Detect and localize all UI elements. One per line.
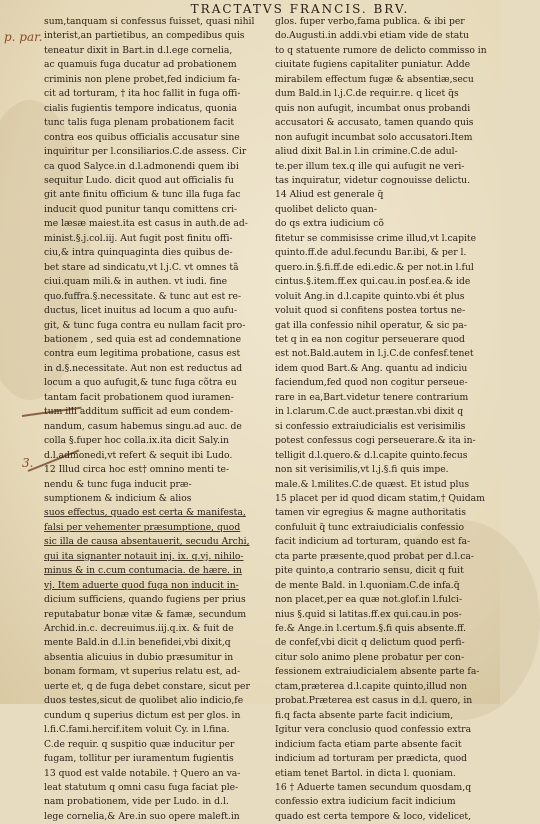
text-line: cundum q superius dictum est per glos. in [44, 709, 241, 721]
text-line: l.fi.C.fami.hercif.item voluit Cy. in l.fina. [44, 724, 230, 736]
text-line: quo.fuffra.§.necessitate. & tunc aut est re- [44, 290, 242, 302]
text-line: minus & in c.cum contumacia. de hære. in [44, 565, 242, 577]
text-line: 16 † Aduerte tamen secundum quosdam,q [275, 782, 472, 794]
text-line: qui ita signanter notauit inj. ix. q.vj. nihilo- [44, 550, 244, 562]
margin-note-bottom: 3. [22, 456, 34, 470]
text-line: teneatur dixit in Bart.in d.l.ege cornelia, [44, 44, 233, 56]
text-line: inquiritur per l.consiliarios.C.de assess. Cir [44, 146, 247, 158]
text-line: quinto.ff.de adul.fecundu Bar.ibi, & per l. [275, 247, 467, 259]
text-line: tum illi additum sufficit ad eum condem- [44, 406, 234, 418]
text-line: etiam tenet Bartol. in dicta l. quoniam. [275, 767, 456, 779]
text-line: tas inquiratur, videtur cognouisse delictu. [275, 174, 470, 186]
right-text-column [275, 15, 493, 824]
text-line: do qs extra iudicium cõ [275, 218, 384, 230]
text-line: voluit Ang.in d.l.capite quinto.vbi ét plus [275, 290, 465, 302]
text-line: nius §.quid si latitas.ff.ex qui.cau.in pos- [275, 608, 462, 620]
text-line: cialis fugientis tempore indicatus, quonia [44, 102, 237, 114]
text-line: quolibet delicto quan- [275, 203, 377, 215]
text-line: accusatori & accusato, tamen quando quis [275, 117, 474, 129]
text-line: nendu & tunc fuga inducit præ- [44, 478, 192, 490]
text-line: fe.& Ange.in l.certum.§.fi quis absente.ff. [275, 623, 467, 635]
text-line: aliud dixit Bal.in l.in crimine.C.de adul- [275, 146, 458, 158]
text-line: criminis non plene probet,fed indicium fa- [44, 73, 241, 85]
text-line: sic illa de causa absentauerit, secudu Archi, [44, 536, 250, 548]
text-line: de confef,vbi dicit q delictum quod perfi- [275, 637, 465, 649]
text-line: C.de requir. q suspitio quæ inducitur per [44, 738, 235, 750]
text-line: bonam formam, vt superius relatu est, ad- [44, 666, 241, 678]
text-line: mente Bald.in d.l.in benefidei,vbi dixit,q [44, 637, 231, 649]
text-line: idem quod Bart.& Ang. quantu ad indiciu [275, 362, 468, 374]
text-line: inducit quod punitur tanqu comittens cri- [44, 203, 238, 215]
text-line: nam probationem, vide per Ludo. in d.l. [44, 796, 229, 808]
text-line: potest confessus cogi perseuerare.& ita in- [275, 435, 476, 447]
text-line: glos. fuper verbo,fama publica. & ibi per [275, 16, 465, 27]
text-line: si confessio extraiudicialis est verisimilis [275, 420, 466, 432]
text-line: sumptionem & indicium & alios [44, 492, 192, 504]
text-line: to q statuente rumore de delicto commisso in [275, 44, 487, 56]
text-line: 14 Aliud est generale q̃ [275, 189, 384, 201]
text-line: tantam facit probationem quod iuramen- [44, 391, 234, 403]
text-line: non aufugit incumbat solo accusatori.Item [275, 131, 473, 143]
text-line: non sit verisimilis,vt l.j.§.fi quis impe. [275, 464, 449, 476]
text-line: cit ad torturam, † ita hoc fallit in fuga offi- [44, 88, 241, 100]
text-line: confuluit q̃ tunc extraiudicialis confessio [275, 521, 464, 533]
text-line: ca quod Salyce.in d.l.admonendi quem ibi [44, 160, 239, 172]
text-line: leat statutum q omni casu fuga faciat ple- [44, 782, 239, 794]
text-line: interist,an partietibus, an compedibus quis [44, 30, 245, 42]
left-text-column [44, 15, 259, 824]
text-line: nandum, casum habemus singu.ad auc. de [44, 420, 242, 432]
text-line: ctam,præterea d.l.capite quinto,illud non [275, 680, 468, 692]
text-line: git ante finitu officium & tunc illa fuga fac [44, 189, 241, 201]
text-line: ciuitate fugiens capitaliter puniatur. Adde [275, 59, 471, 71]
text-line: vj. Item aduerte quod fuga non inducit in- [44, 579, 239, 591]
text-line: facit indicium ad torturam, quando est fa- [275, 536, 471, 548]
text-line: locum a quo aufugit,& tunc fuga cõtra eu [44, 377, 237, 389]
text-line: fessionem extraiudicialem absente parte fa- [275, 666, 480, 678]
text-line: rare in ea,Bart.videtur tenere contrarium [275, 391, 469, 403]
text-line: quado est certa tempore & loco, videlicet, [275, 810, 472, 822]
text-line: cta parte præsente,quod probat per d.l.ca- [275, 550, 474, 562]
text-line: in d.§.necessitate. Aut non est reductus ad [44, 362, 243, 374]
text-line: male.& l.milites.C.de quæst. Et istud plus [275, 478, 470, 490]
text-line: ductus, licet inuitus ad locum a quo aufu- [44, 305, 238, 317]
text-line: de mente Bald. in l.quoniam.C.de infa.q̃ [275, 579, 460, 591]
text-line: mirabilem effectum fugæ & absentiæ,secu [275, 73, 474, 85]
text-line: tet q in ea non cogitur perseuerare quod [275, 333, 465, 345]
text-line: 12 Illud circa hoc est† omnino menti te- [44, 464, 230, 476]
text-line: dicium sufficiens, quando fugiens per prius [44, 594, 246, 606]
text-line: probat.Præterea est casus in d.l. quero, in [275, 695, 473, 707]
text-line: ciui.quam mili.& in authen. vt iudi. fine [44, 276, 228, 288]
text-line: git, & tunc fuga contra eu nullam facit pro- [44, 319, 246, 331]
text-line: indicium ad torturam per prædicta, quod [275, 753, 468, 765]
margin-note-top: p. par. [4, 30, 43, 44]
text-line: in l.clarum.C.de auct.præstan.vbi dixit q [275, 406, 464, 418]
text-line: quis non aufugit, incumbat onus probandi [275, 102, 471, 114]
text-line: te.per illum tex.q ille qui aufugit ne veri- [275, 160, 465, 172]
text-line: cintus.§.item.ff.ex qui.cau.in posf.ea.& ide [275, 276, 471, 288]
text-line: d.l.admonedi,vt refert & sequit ibi Ludo. [44, 449, 233, 461]
text-line: contra eum legitima probatione, casus est [44, 348, 241, 360]
text-line: ciu,& intra quinquaginta dies quibus de- [44, 247, 233, 259]
text-line: me læsæ maiest.ita est casus in auth.de ad- [44, 218, 248, 230]
text-line: gat illa confessio nihil operatur, & sic pa- [275, 319, 467, 331]
text-line: bet stare ad sindicatu,vt l.j.C. vt omnes tã [44, 261, 239, 273]
text-line: Archid.in.c. decreuimus.iij.q.ix. & fuit de [44, 623, 234, 635]
text-line: voluit quod si confitens postea tortus ne- [275, 305, 466, 317]
text-line: contra eos quibus officialis accusatur sine [44, 131, 240, 143]
text-line: sum,tanquam si confessus fuisset, quasi nihil [44, 16, 255, 27]
text-line: bationem , sed quia est ad condemnatione [44, 333, 242, 345]
text-line: 15 placet per id quod dicam statim,† Quidam [275, 492, 485, 504]
text-line: minist.§.j.col.iij. Aut fugit post finitu offi- [44, 232, 233, 244]
text-line: uerte et, q de fuga debet constare, sicut per [44, 680, 250, 692]
text-line: reputabatur bonæ vitæ & famæ, secundum [44, 608, 247, 620]
text-line: confessio extra iudicium facit indicium [275, 796, 456, 808]
text-line: do.Augusti.in addi.vbi etiam vide de statu [275, 30, 469, 42]
text-line: faciendum,fed quod non cogitur perseue- [275, 377, 468, 389]
text-line: tunc talis fuga plenam probationem facit [44, 117, 235, 129]
running-header: TRACTATVS FRANCIS. BRV. [190, 2, 410, 16]
text-line: absentia alicuius in dubio præsumitur in [44, 651, 234, 663]
text-line: telligit d.l.quero.& d.l.capite quinto.fecus [275, 449, 468, 461]
text-line: quero.in.§.fi.ff.de edi.edic.& per not.in l.ful [275, 261, 474, 273]
text-line: fugam, tollitur per iuramentum fugientis [44, 753, 234, 765]
text-line: 13 quod est valde notabile. † Quero an va- [44, 767, 241, 779]
text-line: ac quamuis fuga ducatur ad probationem [44, 59, 237, 71]
text-line: fi.q facta absente parte facit indicium, [275, 709, 454, 721]
text-line: falsi per vehementer præsumptione, quod [44, 521, 241, 533]
text-line: Igitur vera conclusio quod confessio extra [275, 724, 472, 736]
text-line: fitetur se commisisse crime illud,vt l.capite [275, 232, 477, 244]
text-line: est not.Bald.autem in l.j.C.de confesf.tenet [275, 348, 474, 360]
text-line: sequitur Ludo. dicit quod aut officialis fu [44, 174, 234, 186]
text-line: citur solo animo plene probatur per con- [275, 651, 465, 663]
text-line: lege cornelia,& Are.in suo opere maleft.in [44, 810, 240, 822]
text-line: suos effectus, quado est certa & manifesta, [44, 507, 246, 519]
text-line: indicium facta etiam parte absente facit [275, 738, 462, 750]
text-line: pite quinto,a contrario sensu, dicit q fuit [275, 565, 464, 577]
text-line: non placet,per ea quæ not.glof.in l.fulci- [275, 594, 463, 606]
text-line: colla §.fuper hoc colla.ix.ita dicit Saly.in [44, 435, 229, 447]
text-line: dum Bald.in l.j.C.de requir.re. q licet q̃s [275, 88, 459, 100]
text-line: duos testes,sicut de quolibet alio indicio,fe [44, 695, 244, 707]
text-line: tamen vir egregius & magne authoritatis [275, 507, 466, 519]
